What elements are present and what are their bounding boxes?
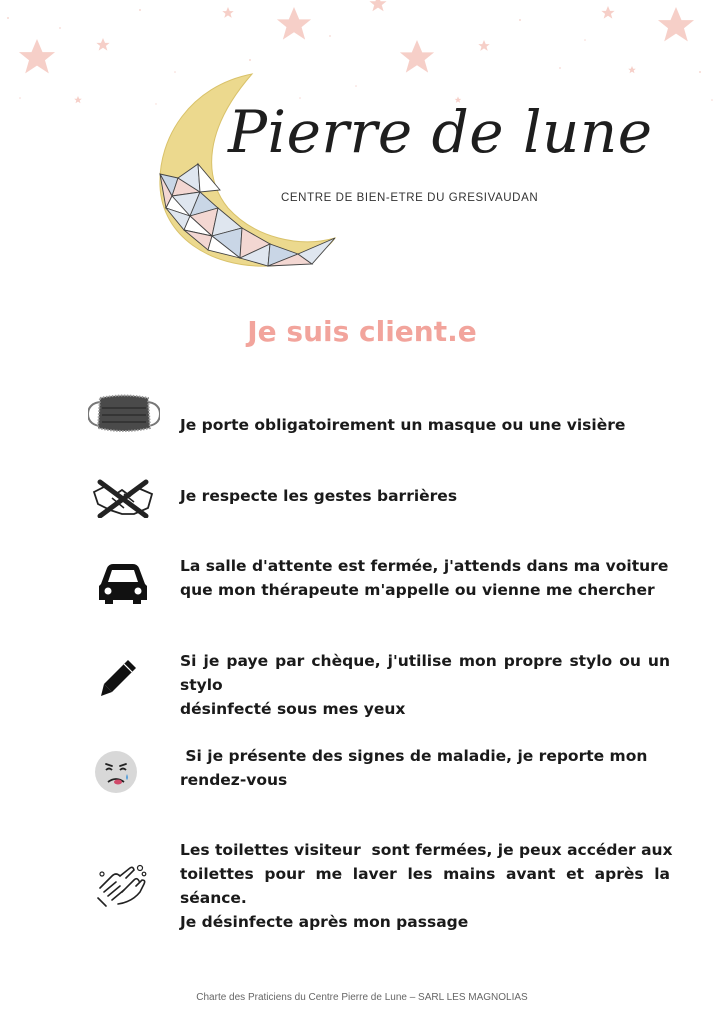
page-title: Je suis client.e — [247, 315, 477, 348]
sick-face-icon — [94, 750, 138, 794]
face-mask-icon — [88, 394, 160, 434]
rule-cheque — [180, 649, 670, 721]
rule-illness — [180, 744, 670, 792]
rule-mask — [180, 413, 670, 437]
rule-line: Je porte obligatoirement un masque ou une visière — [180, 416, 626, 434]
rule-line: que mon thérapeute m'appelle ou vienne me chercher — [180, 581, 655, 599]
brand-name: Pierre de lune — [228, 98, 653, 166]
rule-line: Je désinfecte après mon passage — [180, 913, 469, 931]
rule-line: Si je présente des signes de maladie, je reporte mon — [180, 747, 648, 765]
rule-toilets — [180, 838, 673, 934]
hand-washing-icon — [96, 858, 148, 908]
brand-tagline: CENTRE DE BIEN-ETRE DU GRESIVAUDAN — [281, 192, 539, 204]
no-handshake-icon — [92, 478, 154, 518]
footer-text: Charte des Praticiens du Centre Pierre de Lune – SARL LES MAGNOLIAS — [196, 992, 528, 1003]
rule-line: toilettes pour me laver les mains avant et après la séance. — [180, 865, 670, 907]
rule-line: Les toilettes visiteur sont fermées, je peux accéder aux — [180, 841, 673, 859]
rule-line: La salle d'attente est fermée, j'attends dans ma voiture — [180, 557, 669, 575]
rule-barrier-gestures — [180, 484, 670, 508]
rule-line: Si je paye par chèque, j'utilise mon propre stylo ou un stylo — [180, 652, 670, 694]
rule-waiting-room — [180, 554, 670, 602]
car-icon — [97, 562, 149, 606]
rule-line: désinfecté sous mes yeux — [180, 700, 406, 718]
pen-icon — [98, 658, 138, 698]
rule-line: Je respecte les gestes barrières — [180, 487, 458, 505]
rule-line: rendez-vous — [180, 771, 288, 789]
